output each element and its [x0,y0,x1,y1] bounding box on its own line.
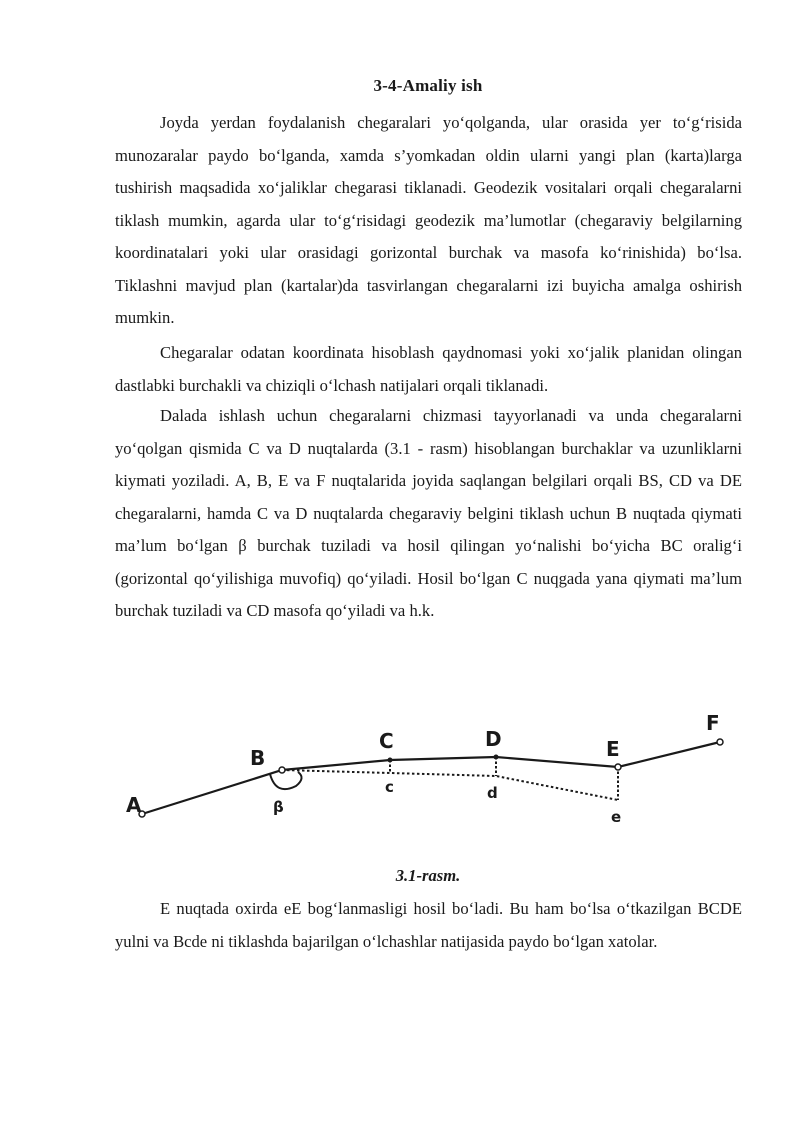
label-a: A [126,793,142,817]
label-d-lower: d [487,784,498,802]
label-e: E [606,737,620,761]
traverse-line [142,742,720,814]
label-d: D [485,727,502,751]
point-c-marker [388,758,393,763]
paragraph-fieldwork: Dalada ishlash uchun chegaralarni chizmasi tayyorlanadi va unda chegaralarni yo‘qolgan qismida C va D nuqtalarda (3.1 - rasm) hisoblangan burchaklar va uzunliklarni kiymati yoziladi. A, B, E va F nuqtalarida joyida saqlangan belgilari orqali BS, CD va DE chegaralarni, hamda C va D nuqtalarda chegaraviy belgini tiklash uchun B nuqtada qiymati ma’lum bo‘lgan β burchak tuziladi va hosil qilingan yo‘nalishi bo‘yicha BC oralig‘i (gorizontal qo‘yilishiga muvofiq) qo‘yiladi. Hosil bo‘lgan C nuqgada yana qiymati ma’lum burchak tuziladi va CD masofa qo‘yiladi va h.k. [115,406,742,620]
paragraph-conclusion: E nuqtada oxirda eE bog‘lanmasligi hosil bo‘ladi. Bu ham bo‘lsa o‘tkazilgan BCDE yulni va Bcde ni tiklashda bajarilgan o‘lchashlar natijasida paydo bo‘lgan xatolar. [115,899,742,951]
label-f: F [706,711,720,735]
section-heading: 3-4-Amaliy ish [373,76,483,95]
boundary-traverse-figure [0,700,800,850]
label-c-lower: c [385,778,394,796]
beta-angle-arc [270,772,302,789]
paragraph-methods: Chegaralar odatan koordinata hisoblash qaydnomasi yoki xo‘jalik planidan olingan dastlabki burchakli va chiziqli o‘lchash natijalari orqali tiklanadi. [115,343,742,395]
label-c: C [379,729,394,753]
point-e-marker [615,764,621,770]
figure-caption: 3.1-rasm. [395,866,461,885]
paragraph-intro: Joyda yerdan foydalanish chegaralari yo‘qolganda, ular orasida yer to‘g‘risida munozaralar paydo bo‘lganda, xamda s’yomkadan oldin ularni yangi plan (karta)larga tushirish maqsadida xo‘jaliklar chegarasi tiklanadi. Geodezik vositalari orqali chegaralarni tiklash mumkin, agarda ular to‘g‘risidagi geodezik ma’lumotlar (chegaraviy belgilarning koordinatalari yoki ular orasidagi gorizontal burchak va masofa ko‘rinishida) bo‘lsa. Tiklashni mavjud plan (kartalar)da tasvirlangan chegaralarni izi buyicha amalga oshirish mumkin. [115,113,742,327]
label-beta: β [273,798,284,816]
point-b-marker [279,767,285,773]
label-e-lower: e [611,808,622,826]
point-d-marker [494,755,499,760]
restored-line [282,770,618,800]
point-f-marker [717,739,723,745]
label-b: B [250,746,266,770]
